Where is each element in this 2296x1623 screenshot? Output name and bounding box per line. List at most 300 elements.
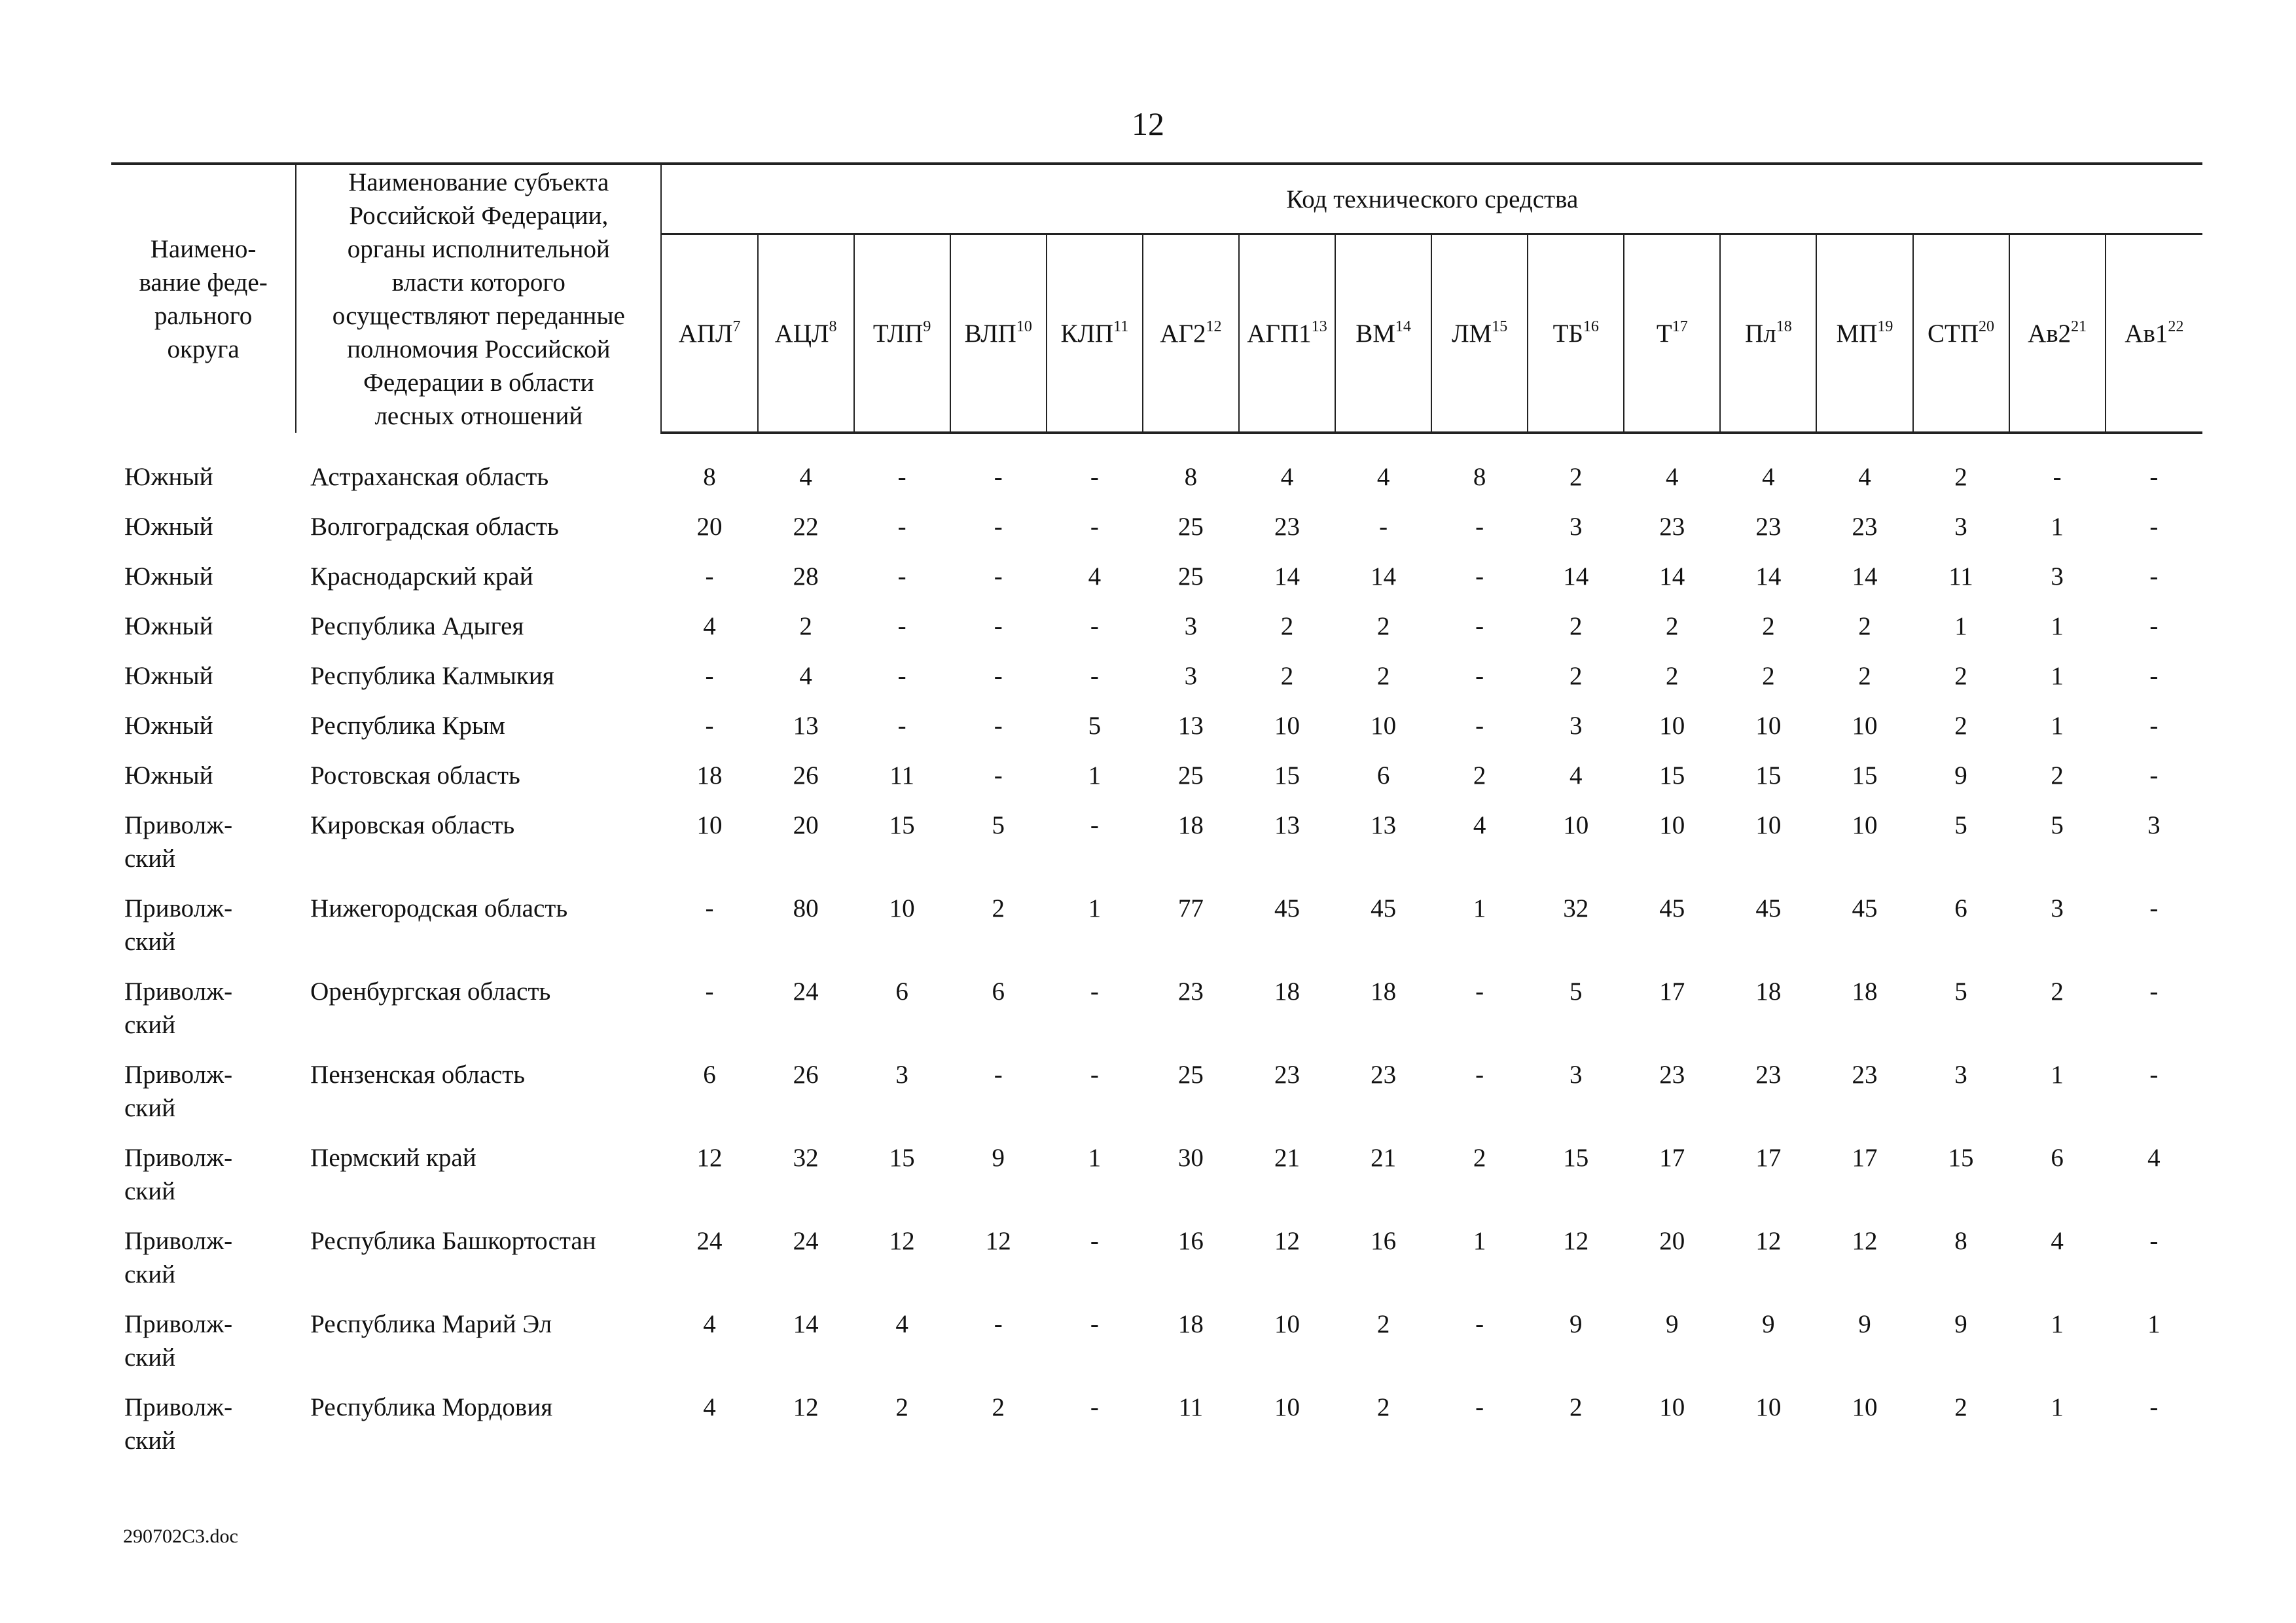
value-cell: 18 [1371,977,1397,1006]
value-cell: 2 [1376,662,1390,690]
value-cell: 23 [1274,1061,1300,1089]
value-cell: 6 [1376,761,1390,790]
header-district-line: Наимено- [150,234,257,263]
value-cell: 1 [1088,1144,1102,1172]
value-cell: 2 [1569,662,1583,690]
header-code-12 [1720,234,1816,433]
header-code-label: МП [1836,319,1878,348]
value-cell: - [2149,463,2159,491]
value-cell: 2 [1666,612,1679,640]
value-cell: 10 [1659,1393,1685,1421]
header-code-footnote: 17 [1672,318,1688,335]
value-cell: - [897,712,906,740]
value-cell: 15 [1852,761,1878,790]
header-subject-line: полномочия Российской [347,335,611,363]
value-cell: 15 [1659,761,1685,790]
value-cell: 2 [992,894,1005,922]
header-code-label: СТП [1928,319,1979,348]
district-name-line: Южный [124,712,213,740]
value-cell: 3 [1954,1061,1967,1089]
value-cell: 15 [1563,1144,1589,1172]
header-code-label: Ав1 [2125,319,2168,348]
subject-cell: Республика Марий Эл [310,1310,552,1338]
value-cell: 11 [1178,1393,1204,1421]
value-cell: 1 [1473,894,1486,922]
value-cell: 1 [2051,612,2064,640]
value-cell: - [705,712,714,740]
value-cell: - [897,662,906,690]
value-cell: 25 [1177,562,1204,591]
value-cell: 20 [1659,1227,1685,1255]
value-cell: 12 [1274,1227,1300,1255]
value-cell: 9 [1954,761,1967,790]
value-cell: 2 [2051,761,2064,790]
header-district [111,164,296,433]
value-cell: 6 [1954,894,1967,922]
value-cell: 3 [1569,513,1583,541]
header-subject-line: власти которого [391,268,565,297]
header-code-footnote: 21 [2071,318,2087,335]
value-cell: - [1379,513,1388,541]
table-row [111,510,2202,560]
value-cell: - [1475,562,1484,591]
subject-cell: Республика Калмыкия [310,662,554,690]
subject-cell: Астраханская область [310,463,549,491]
district-name-line: Южный [124,612,213,640]
value-cell: - [1475,1310,1484,1338]
value-cell: 2 [1858,662,1871,690]
value-cell: - [1090,662,1099,690]
value-cell: - [994,761,1003,790]
value-cell: - [2149,662,2159,690]
value-cell: 18 [1177,1310,1204,1338]
value-cell: 16 [1177,1227,1204,1255]
value-cell: 15 [1948,1144,1974,1172]
value-cell: 1 [1473,1227,1486,1255]
value-cell: 20 [696,513,723,541]
district-name-line: Южный [124,562,213,591]
value-cell: 2 [1280,662,1294,690]
value-cell: - [1090,1393,1099,1421]
value-cell: 4 [1280,463,1294,491]
subject-cell: Пермский край [310,1144,476,1172]
value-cell: 30 [1177,1144,1204,1172]
header-code-5 [1047,234,1143,433]
value-cell: - [1090,811,1099,839]
district-name-line: Приволж- [124,1061,233,1089]
district-name-line: ский [124,1011,175,1039]
header-code-15 [2009,234,2106,433]
value-cell: 5 [1954,977,1967,1006]
value-cell: 4 [1858,463,1871,491]
district-cell [111,709,296,759]
subject-cell: Краснодарский край [310,562,533,591]
district-name-line: Южный [124,513,213,541]
header-code-label: ТБ [1552,319,1583,348]
table-row [111,709,2202,759]
value-cell: - [994,662,1003,690]
value-cell: 15 [889,1144,915,1172]
value-cell: 4 [1762,463,1775,491]
value-cell: 18 [1177,811,1204,839]
district-name-line: ский [124,928,175,956]
value-cell: - [705,562,714,591]
value-cell: 2 [1954,662,1967,690]
value-cell: 12 [1563,1227,1589,1255]
value-cell: 3 [1184,612,1198,640]
subject-cell: Республика Башкортостан [310,1227,596,1255]
value-cell: 23 [1755,513,1782,541]
value-cell: 10 [1852,1393,1878,1421]
value-cell: 20 [793,811,819,839]
header-code-footnote: 7 [732,318,741,335]
value-cell: 4 [799,662,812,690]
subject-cell: Нижегородская область [310,894,568,922]
header-code-label: КЛП [1060,319,1114,348]
value-cell: 24 [696,1227,723,1255]
value-cell: 3 [2051,894,2064,922]
header-code-footnote: 14 [1395,318,1411,335]
district-cell [111,809,296,892]
value-cell: 4 [1376,463,1390,491]
table-body [111,433,2202,1474]
value-cell: - [1475,1061,1484,1089]
district-name-line: Южный [124,662,213,690]
value-cell: 9 [1858,1310,1871,1338]
page-number: 12 [1132,105,1164,142]
value-cell: 4 [703,1310,716,1338]
value-cell: 23 [1177,977,1204,1006]
value-cell: - [2149,1061,2159,1089]
value-cell: 23 [1755,1061,1782,1089]
value-cell: - [2149,513,2159,541]
district-cell [111,510,296,560]
value-cell: 23 [1852,1061,1878,1089]
value-cell: 45 [1755,894,1782,922]
value-cell: 10 [1659,712,1685,740]
table-row [111,560,2202,610]
header-code-9 [1431,234,1528,433]
table-spacer-row [111,433,2202,460]
value-cell: 10 [1563,811,1589,839]
table-row [111,809,2202,892]
value-cell: 1 [2147,1310,2161,1338]
district-name-line: ский [124,1427,175,1455]
value-cell: 45 [1659,894,1685,922]
header-code-3 [854,234,950,433]
value-cell: 23 [1852,513,1878,541]
value-cell: 13 [1177,712,1204,740]
district-cell [111,975,296,1058]
value-cell: 14 [1274,562,1300,591]
district-cell [111,1058,296,1141]
value-cell: 12 [985,1227,1011,1255]
value-cell: 5 [1088,712,1102,740]
value-cell: 14 [1563,562,1589,591]
value-cell: 10 [889,894,915,922]
value-cell: 14 [1755,562,1782,591]
table-row [111,1391,2202,1474]
value-cell: 6 [895,977,908,1006]
value-cell: 10 [1755,1393,1782,1421]
value-cell: 2 [1473,1144,1486,1172]
district-cell [111,1141,296,1224]
value-cell: - [994,513,1003,541]
value-cell: 2 [1954,712,1967,740]
value-cell: 8 [1184,463,1198,491]
value-cell: 15 [1755,761,1782,790]
value-cell: 6 [992,977,1005,1006]
value-cell: - [1475,513,1484,541]
value-cell: - [1475,662,1484,690]
value-cell: 2 [1376,1393,1390,1421]
district-name-line: ский [124,1260,175,1288]
district-name-line: Приволж- [124,1310,233,1338]
value-cell: 17 [1659,1144,1685,1172]
value-cell: 5 [992,811,1005,839]
district-name-line: ский [124,845,175,873]
value-cell: - [2149,562,2159,591]
header-district-line: вание феде- [139,268,268,297]
value-cell: 4 [1569,761,1583,790]
value-cell: 4 [1666,463,1679,491]
value-cell: 2 [1666,662,1679,690]
value-cell: 32 [793,1144,819,1172]
value-cell: 26 [793,761,819,790]
value-cell: 4 [703,1393,716,1421]
value-cell: - [1090,1310,1099,1338]
value-cell: 4 [1088,562,1102,591]
header-subject-line: органы исполнительной [347,234,610,263]
value-cell: 25 [1177,1061,1204,1089]
value-cell: 4 [1473,811,1486,839]
value-cell: 45 [1371,894,1397,922]
value-cell: 24 [793,1227,819,1255]
header-subject-line: лесных отношений [374,401,583,430]
value-cell: 5 [1569,977,1583,1006]
header-code-footnote: 16 [1583,318,1599,335]
value-cell: 1 [2051,712,2064,740]
value-cell: - [2149,1227,2159,1255]
district-name-line: Приволж- [124,1227,233,1255]
value-cell: - [994,1310,1003,1338]
value-cell: - [2149,1393,2159,1421]
header-code-label: ЛМ [1452,319,1492,348]
value-cell: 2 [799,612,812,640]
value-cell: 45 [1274,894,1300,922]
value-cell: - [994,463,1003,491]
value-cell: - [2149,894,2159,922]
value-cell: 1 [1088,761,1102,790]
value-cell: 10 [1659,811,1685,839]
value-cell: 3 [1569,712,1583,740]
value-cell: 10 [1755,712,1782,740]
header-code-13 [1816,234,1912,433]
value-cell: 2 [1954,463,1967,491]
header-code-label: ВМ [1355,319,1395,348]
value-cell: - [994,712,1003,740]
technical-means-table [111,162,2202,1474]
value-cell: 3 [2051,562,2064,591]
value-cell: 4 [2147,1144,2161,1172]
value-cell: 3 [895,1061,908,1089]
value-cell: 17 [1659,977,1685,1006]
value-cell: 22 [793,513,819,541]
value-cell: 26 [793,1061,819,1089]
value-cell: 2 [1376,612,1390,640]
value-cell: - [2149,977,2159,1006]
value-cell: 8 [1954,1227,1967,1255]
value-cell: 12 [793,1393,819,1421]
header-code-6 [1143,234,1239,433]
value-cell: 25 [1177,513,1204,541]
district-name-line: Приволж- [124,1144,233,1172]
district-name-line: ский [124,1343,175,1372]
table-row [111,1058,2202,1141]
header-subject-line: Федерации в области [363,368,594,397]
value-cell: 12 [1852,1227,1878,1255]
value-cell: 6 [2051,1144,2064,1172]
value-cell: 25 [1177,761,1204,790]
value-cell: 45 [1852,894,1878,922]
header-district-line: округа [167,335,240,363]
subject-cell: Кировская область [310,811,515,839]
value-cell: 14 [1659,562,1685,591]
header-code-footnote: 22 [2168,318,2184,335]
district-name-line: ский [124,1094,175,1122]
value-cell: 1 [1954,612,1967,640]
header-code-8 [1335,234,1431,433]
district-name-line: Приволж- [124,1393,233,1421]
value-cell: 10 [1371,712,1397,740]
header-code-2 [758,234,854,433]
header-code-label: АЦЛ [774,319,829,348]
value-cell: 2 [1569,612,1583,640]
value-cell: 8 [1473,463,1486,491]
value-cell: - [1475,977,1484,1006]
header-code-label: Пл [1745,319,1776,348]
value-cell: 3 [1569,1061,1583,1089]
value-cell: 16 [1371,1227,1397,1255]
value-cell: 2 [1280,612,1294,640]
header-code-4 [950,234,1047,433]
value-cell: 2 [2051,977,2064,1006]
value-cell: 10 [696,811,723,839]
value-cell: - [1090,612,1099,640]
header-code-footnote: 8 [829,318,837,335]
header-code-title: Код технического средства [661,164,2202,234]
value-cell: 10 [1755,811,1782,839]
value-cell: 23 [1659,1061,1685,1089]
value-cell: - [994,562,1003,591]
value-cell: - [2053,463,2062,491]
subject-cell: Республика Мордовия [310,1393,553,1421]
header-subject-line: Наименование субъекта [348,168,609,196]
value-cell: 2 [1569,463,1583,491]
header-code-label: АГП1 [1247,319,1312,348]
header-code-10 [1528,234,1624,433]
district-name-line: Южный [124,761,213,790]
value-cell: 1 [2051,513,2064,541]
value-cell: 80 [793,894,819,922]
district-cell [111,659,296,709]
value-cell: - [1090,513,1099,541]
value-cell: 21 [1371,1144,1397,1172]
value-cell: 4 [2051,1227,2064,1255]
value-cell: - [1475,1393,1484,1421]
value-cell: - [1090,1061,1099,1089]
header-code-footnote: 9 [923,318,931,335]
value-cell: 3 [1184,662,1198,690]
value-cell: 14 [1371,562,1397,591]
table-row [111,610,2202,659]
value-cell: 23 [1659,513,1685,541]
header-subject [296,164,661,433]
value-cell: 8 [703,463,716,491]
value-cell: 4 [799,463,812,491]
value-cell: 2 [1858,612,1871,640]
value-cell: - [897,513,906,541]
district-cell [111,1307,296,1391]
header-code-label: Т [1656,319,1672,348]
district-cell [111,610,296,659]
district-cell [111,1391,296,1474]
value-cell: 11 [1948,562,1973,591]
value-cell: - [994,612,1003,640]
value-cell: 13 [1274,811,1300,839]
header-code-footnote: 18 [1776,318,1792,335]
value-cell: - [1475,712,1484,740]
district-cell [111,1224,296,1307]
district-cell [111,892,296,975]
value-cell: 28 [793,562,819,591]
table-row [111,460,2202,510]
header-code-footnote: 15 [1492,318,1508,335]
header-code-label: ТЛП [872,319,924,348]
value-cell: 18 [1852,977,1878,1006]
table-row [111,759,2202,809]
value-cell: 23 [1371,1061,1397,1089]
value-cell: 10 [1274,1310,1300,1338]
spacer-cell [111,433,2202,460]
value-cell: - [2149,612,2159,640]
header-code-footnote: 10 [1016,318,1032,335]
table-row [111,1141,2202,1224]
value-cell: - [2149,761,2159,790]
header-code-label: ВЛП [964,319,1016,348]
value-cell: 12 [889,1227,915,1255]
header-code-label: АПЛ [678,319,733,348]
value-cell: 4 [703,612,716,640]
table-row [111,975,2202,1058]
value-cell: 9 [1666,1310,1679,1338]
value-cell: - [897,612,906,640]
value-cell: 21 [1274,1144,1300,1172]
district-name-line: Приволж- [124,977,233,1006]
header-district-line: рального [154,301,253,330]
value-cell: 9 [1762,1310,1775,1338]
value-cell: 4 [895,1310,908,1338]
value-cell: 13 [1371,811,1397,839]
value-cell: 10 [1852,811,1878,839]
subject-cell: Ростовская область [310,761,520,790]
value-cell: - [705,977,714,1006]
value-cell: 14 [793,1310,819,1338]
value-cell: 32 [1563,894,1589,922]
table-row [111,1224,2202,1307]
district-name-line: Южный [124,463,213,491]
value-cell: 17 [1755,1144,1782,1172]
